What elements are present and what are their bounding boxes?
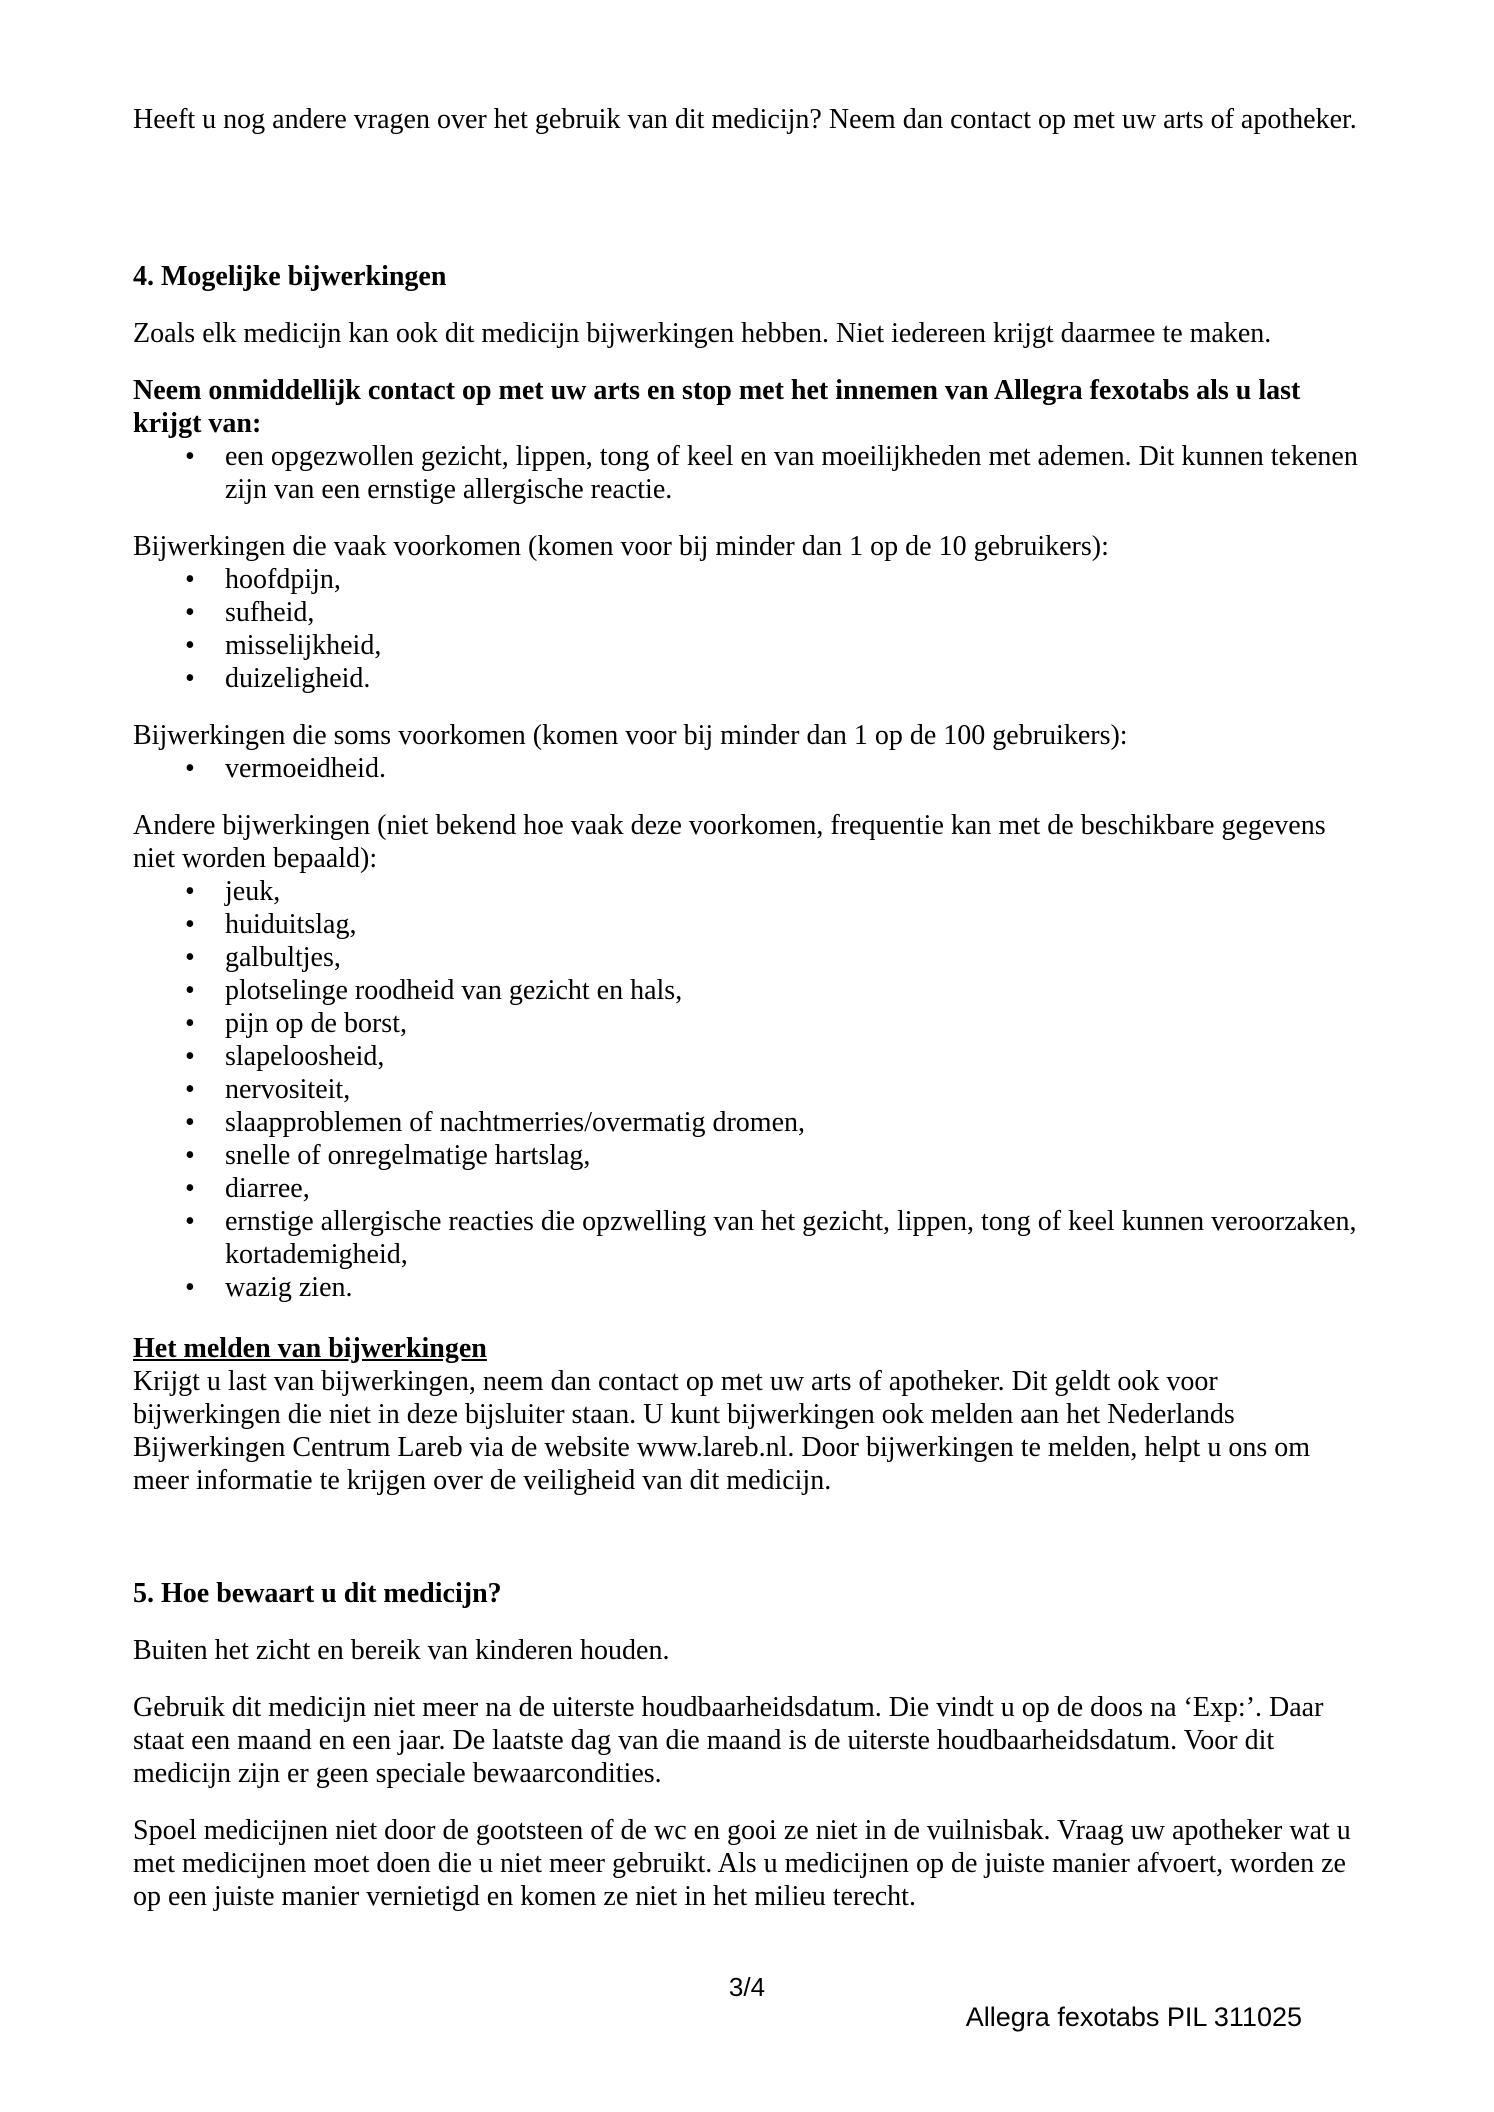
list-item: • slaapproblemen of nachtmerries/overmatig dromen, [133, 1106, 1360, 1139]
common-side-effects-intro: Bijwerkingen die vaak voorkomen (komen voor bij minder dan 1 op de 10 gebruikers): [133, 531, 1109, 562]
document-reference: Allegra fexotabs PIL 311025 [965, 2002, 1302, 2032]
list-item: • pijn op de borst, [133, 1007, 1360, 1040]
storage-paragraph-1: Buiten het zicht en bereik van kinderen houden. [133, 1635, 670, 1666]
list-item: • vermoeidheid. [133, 752, 1360, 785]
list-item: • hoofdpijn, [133, 563, 1360, 596]
list-item: • huiduitslag, [133, 908, 1360, 941]
list-item: • galbultjes, [133, 941, 1360, 974]
storage-paragraph-2: Gebruik dit medicijn niet meer na de uiterste houdbaarheidsdatum. Die vindt u op de doos na ‘Exp:’. Daar staat een maand en een jaar. De laatste dag van die maand is de uiterste houdbaarheidsdatum. Voor dit medicijn zijn er geen speciale bewaarcondities. [133, 1692, 1324, 1789]
list-item: • snelle of onregelmatige hartslag, [133, 1139, 1360, 1172]
reporting-side-effects-heading: Het melden van bijwerkingen [133, 1333, 487, 1364]
list-item: • sufheid, [133, 596, 1360, 629]
list-item: • misselijkheid, [133, 629, 1360, 662]
warning-bullet-list [133, 440, 1360, 506]
list-item: • plotselinge roodheid van gezicht en hals, [133, 974, 1360, 1007]
list-item: • een opgezwollen gezicht, lippen, tong of keel en van moeilijkheden met ademen. Dit kunnen tekenen zijn van een ernstige allergische reactie. [133, 440, 1360, 506]
uncommon-side-effects-intro: Bijwerkingen die soms voorkomen (komen voor bij minder dan 1 op de 100 gebruikers): [133, 720, 1128, 751]
list-item: • nervositeit, [133, 1073, 1360, 1106]
section-5-heading: 5. Hoe bewaart u dit medicijn? [133, 1578, 502, 1609]
list-item: • jeuk, [133, 875, 1360, 908]
unknown-side-effects-list [133, 875, 1360, 1304]
list-item: • slapeloosheid, [133, 1040, 1360, 1073]
unknown-side-effects-intro: Andere bijwerkingen (niet bekend hoe vaak deze voorkomen, frequentie kan met de beschikbare gegevens niet worden bepaald): [133, 810, 1326, 874]
page-number: 3/4 [728, 1972, 766, 2002]
warning-statement: Neem onmiddellijk contact op met uw arts en stop met het innemen van Allegra fexotabs als u last krijgt van: [133, 375, 1301, 439]
list-item: • ernstige allergische reacties die opzwelling van het gezicht, lippen, tong of keel kunnen veroorzaken, kortademigheid, [133, 1205, 1360, 1271]
list-item: • wazig zien. [133, 1271, 1360, 1304]
common-side-effects-list [133, 563, 1360, 695]
list-item: • duizeligheid. [133, 662, 1360, 695]
storage-paragraph-3: Spoel medicijnen niet door de gootsteen of de wc en gooi ze niet in de vuilnisbak. Vraag uw apotheker wat u met medicijnen moet doen die u niet meer gebruikt. Als u medicijnen op de juiste manier afvoert, worden ze op een juiste manier vernietigd en komen ze niet in het milieu terecht. [133, 1815, 1351, 1912]
intro-paragraph: Heeft u nog andere vragen over het gebruik van dit medicijn? Neem dan contact op met uw arts of apotheker. [133, 104, 1357, 135]
section-4-heading: 4. Mogelijke bijwerkingen [133, 261, 447, 292]
uncommon-side-effects-list [133, 752, 1360, 785]
reporting-side-effects-paragraph: Krijgt u last van bijwerkingen, neem dan contact op met uw arts of apotheker. Dit geldt ook voor bijwerkingen die niet in deze bijsluiter staan. U kunt bijwerkingen ook melden aan het Nederlands Bijwerkingen Centrum Lareb via de website www.lareb.nl. Door bijwerkingen te melden, helpt u ons om meer informatie te krijgen over de veiligheid van dit medicijn. [133, 1366, 1310, 1496]
section-4-intro: Zoals elk medicijn kan ook dit medicijn bijwerkingen hebben. Niet iedereen krijgt daarmee te maken. [133, 318, 1272, 349]
list-item: • diarree, [133, 1172, 1360, 1205]
